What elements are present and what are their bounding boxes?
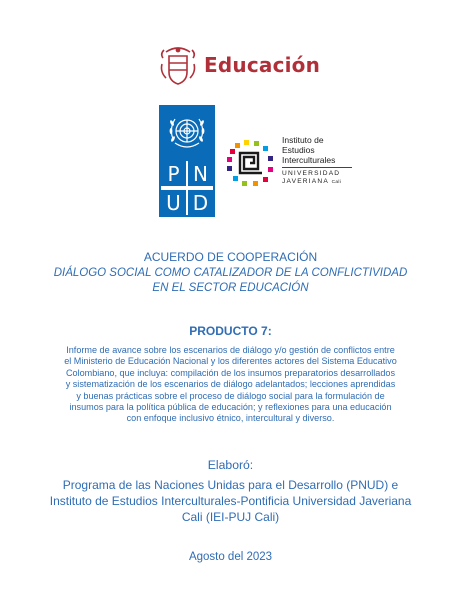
- iei-university: [282, 170, 341, 187]
- iei-campus: Cali: [331, 180, 342, 185]
- authors-line: Cali (IEI-PUJ Cali): [181, 510, 280, 524]
- prepared-by-label: Elaboró:: [207, 458, 254, 472]
- description-line: y sistematización de los escenarios de diálogo adelantados; lecciones aprendidas: [65, 379, 396, 390]
- iei-university-line: JAVERIANA Cali: [282, 178, 342, 185]
- un-emblem-icon: [163, 109, 211, 157]
- description-line: y buenas prácticas sobre el proceso de diálogo social para la formulación de: [76, 390, 385, 401]
- description-line: con enfoque inclusivo étnico, intercultural y diverso.: [126, 413, 335, 424]
- description-line: Informe de avance sobre los escenarios de diálogo y/o gestión de conflictos entre: [66, 345, 395, 355]
- pnud-letter: U: [161, 190, 186, 215]
- colombia-coat-of-arms-icon: [158, 44, 198, 88]
- iei-name-line: Estudios: [282, 145, 315, 155]
- agreement-title: ACUERDO DE COOPERACIÓN: [143, 250, 318, 264]
- iei-name-line: Interculturales: [282, 155, 336, 165]
- educacion-wordmark: Educación: [204, 53, 321, 77]
- product-description: [36, 345, 425, 425]
- authors-line: Instituto de Estudios Interculturales-Pontificia Universidad Javeriana: [49, 494, 412, 508]
- iei-logo: [226, 135, 356, 191]
- description-line: el Ministerio de Educación Nacional y los diferentes actores del Sistema Educativo: [64, 356, 397, 367]
- description-line: insumos para la política pública de educación; y reflexiones para una educación: [69, 402, 392, 413]
- description-line: Colombiano, que incluya: compilación de los insumos preparatorios desarrollados: [65, 367, 396, 378]
- iei-name: [282, 135, 335, 165]
- iei-university-line: UNIVERSIDAD: [282, 170, 341, 177]
- pnud-letter-grid: [161, 161, 213, 215]
- document-subtitle: [0, 266, 461, 296]
- spiral-mark-icon: [226, 139, 274, 187]
- product-heading: PRODUCTO 7:: [189, 324, 272, 338]
- subtitle-line: EN EL SECTOR EDUCACIÓN: [152, 282, 309, 294]
- authors-line: Programa de las Naciones Unidas para el Desarrollo (PNUD) e: [62, 478, 399, 492]
- subtitle-line: DIÁLOGO SOCIAL COMO CATALIZADOR DE LA CONFLICTIVIDAD: [53, 267, 408, 279]
- pnud-letter: D: [188, 190, 213, 215]
- iei-divider: [282, 167, 352, 168]
- iei-name-line: Instituto de: [282, 135, 324, 145]
- educacion-logo: [158, 44, 321, 88]
- pnud-letter: P: [161, 161, 186, 186]
- pnud-letter: N: [188, 161, 213, 186]
- document-date: Agosto del 2023: [188, 551, 273, 563]
- authors: [30, 477, 431, 525]
- pnud-logo: [159, 105, 215, 217]
